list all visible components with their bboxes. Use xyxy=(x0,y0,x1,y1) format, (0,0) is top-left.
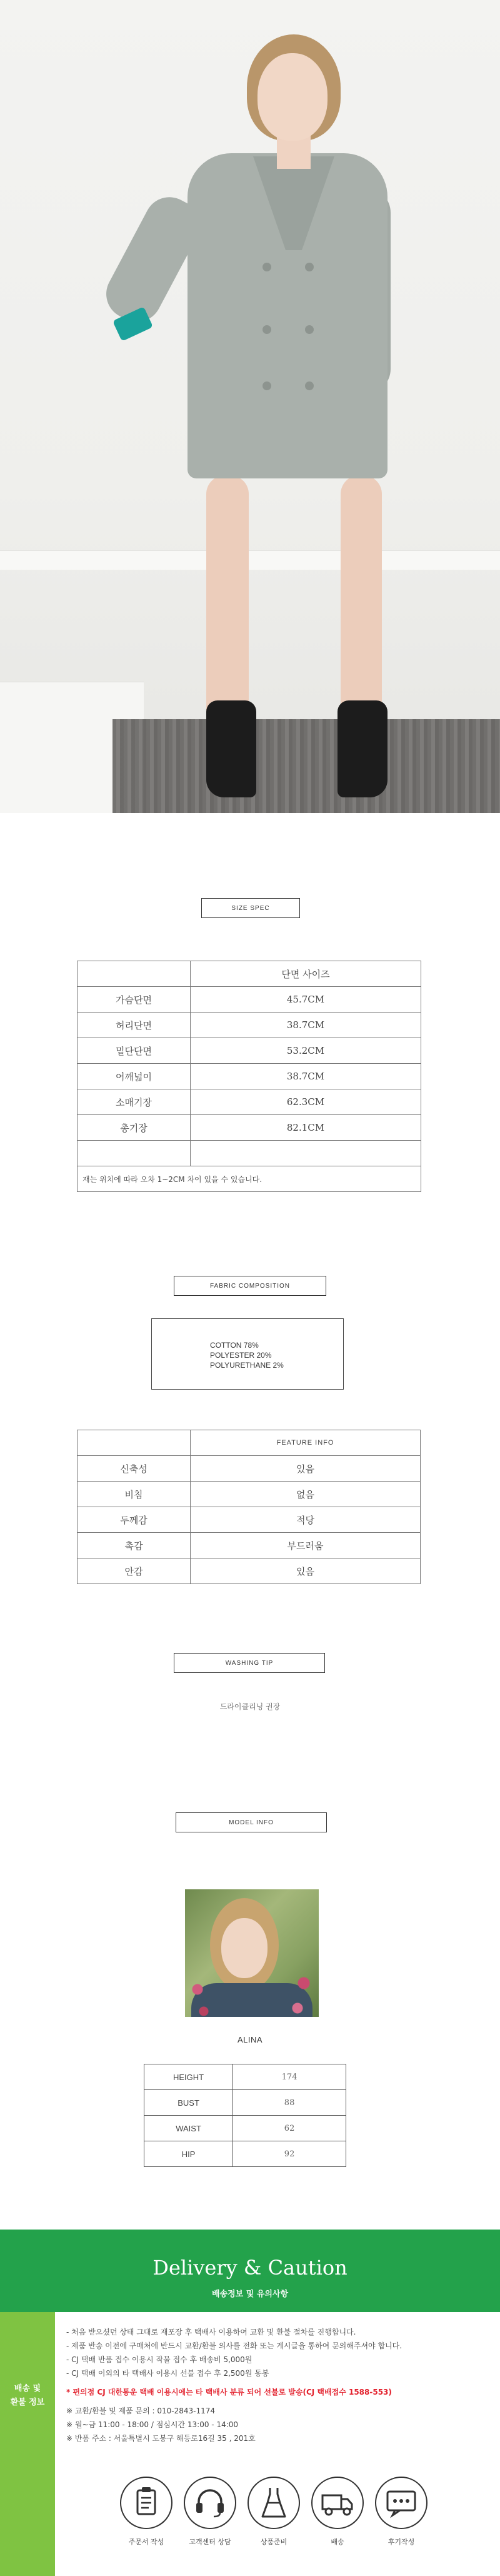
washing-text: 드라이클리닝 권장 xyxy=(219,1702,281,1711)
step-support: 고객센터 상담 xyxy=(180,2477,240,2547)
table-row: WAIST 62 xyxy=(144,2116,346,2141)
size-spec-table xyxy=(77,961,421,1192)
table-row: 어깨넓이 38.7CM xyxy=(78,1064,421,1089)
dress-icon xyxy=(248,2477,300,2529)
table-row xyxy=(78,1141,421,1166)
step-review: 후기작성 xyxy=(371,2477,431,2547)
delivery-side-tab: 배송 및 환불 정보 xyxy=(0,2312,55,2576)
table-row: 촉감 부드러움 xyxy=(78,1533,421,1558)
washing-title: WASHING TIP xyxy=(174,1653,325,1673)
table-row: 안감 있음 xyxy=(78,1558,421,1584)
notice-line: - CJ 택배 반품 접수 이용시 작물 접수 후 배송비 5,000원 xyxy=(66,2355,252,2364)
table-row: HIP 92 xyxy=(144,2141,346,2167)
step-order: 주문서 작성 xyxy=(116,2477,176,2547)
table-row: 비침 없음 xyxy=(78,1482,421,1507)
contact-line: ※ 교환/환불 및 제품 문의 : 010-2843-1174 xyxy=(66,2407,215,2415)
table-row xyxy=(78,961,421,987)
fabric-line: POLYURETHANE 2% xyxy=(210,1361,284,1370)
product-photo xyxy=(0,0,500,813)
model-info-title: MODEL INFO xyxy=(176,1812,327,1832)
review-writing-icon xyxy=(375,2477,428,2529)
delivery-subtitle: 배송정보 및 유의사항 xyxy=(211,2290,289,2299)
table-row xyxy=(78,1430,421,1456)
table-row xyxy=(78,1166,421,1192)
contact-line: ※ 반품 주소 : 서울특별시 도봉구 해등로16길 35 , 201호 xyxy=(66,2434,256,2443)
size-spec-title: SIZE SPEC xyxy=(201,898,300,918)
notice-line: - 처음 받으셨던 상태 그대로 재포장 후 택배사 이용하여 교환 및 환불 절차를 진행합니다. xyxy=(66,2328,356,2336)
size-note: 재는 위치에 따라 오차 1~2CM 차이 있을 수 있습니다. xyxy=(78,1166,421,1192)
process-steps xyxy=(116,2477,435,2552)
model-measure-table xyxy=(144,2064,346,2167)
headset-icon xyxy=(184,2477,236,2529)
notice-line: - CJ 택배 이외의 타 택배사 이용시 선불 접수 후 2,500원 동봉 xyxy=(66,2369,269,2378)
step-shipping: 배송 xyxy=(308,2477,368,2547)
table-row: 신축성 있음 xyxy=(78,1456,421,1482)
fabric-composition-box xyxy=(151,1318,344,1390)
order-clipboard-icon xyxy=(120,2477,172,2529)
fabric-title: FABRIC COMPOSITION xyxy=(174,1276,326,1296)
model-photo xyxy=(185,1889,319,2017)
fabric-line: COTTON 78% xyxy=(210,1341,259,1350)
table-row: 허리단면 38.7CM xyxy=(78,1013,421,1038)
feature-table xyxy=(77,1430,421,1584)
table-row: 밑단단면 53.2CM xyxy=(78,1038,421,1064)
cvs-warning: * 편의점 CJ 대한통운 택배 이용시에는 타 택배사 분류 되어 선불로 발송(CJ 택배접수 1588-553) xyxy=(66,2388,392,2397)
contact-line: ※ 월~금 11:00 - 18:00 / 점심시간 13:00 - 14:00 xyxy=(66,2420,239,2429)
model-name: ALINA xyxy=(237,2035,263,2044)
fabric-line: POLYESTER 20% xyxy=(210,1351,272,1360)
table-row: 총기장 82.1CM xyxy=(78,1115,421,1141)
notice-line: - 제품 반송 이전에 구매처에 반드시 교환/환불 의사를 전화 또는 게시글을 통하여 문의해주셔야 합니다. xyxy=(66,2341,402,2350)
delivery-title: Delivery & Caution xyxy=(152,2256,348,2280)
table-row: 두께감 적당 xyxy=(78,1507,421,1533)
feature-title: FEATURE INFO xyxy=(191,1430,421,1456)
size-header: 단면 사이즈 xyxy=(191,961,421,987)
table-row: HEIGHT 174 xyxy=(144,2064,346,2090)
delivery-banner xyxy=(0,2230,500,2312)
table-row: BUST 88 xyxy=(144,2090,346,2116)
table-row: 가슴단면 45.7CM xyxy=(78,987,421,1013)
table-row: 소매기장 62.3CM xyxy=(78,1089,421,1115)
truck-icon xyxy=(311,2477,364,2529)
step-prepare: 상품준비 xyxy=(244,2477,304,2547)
